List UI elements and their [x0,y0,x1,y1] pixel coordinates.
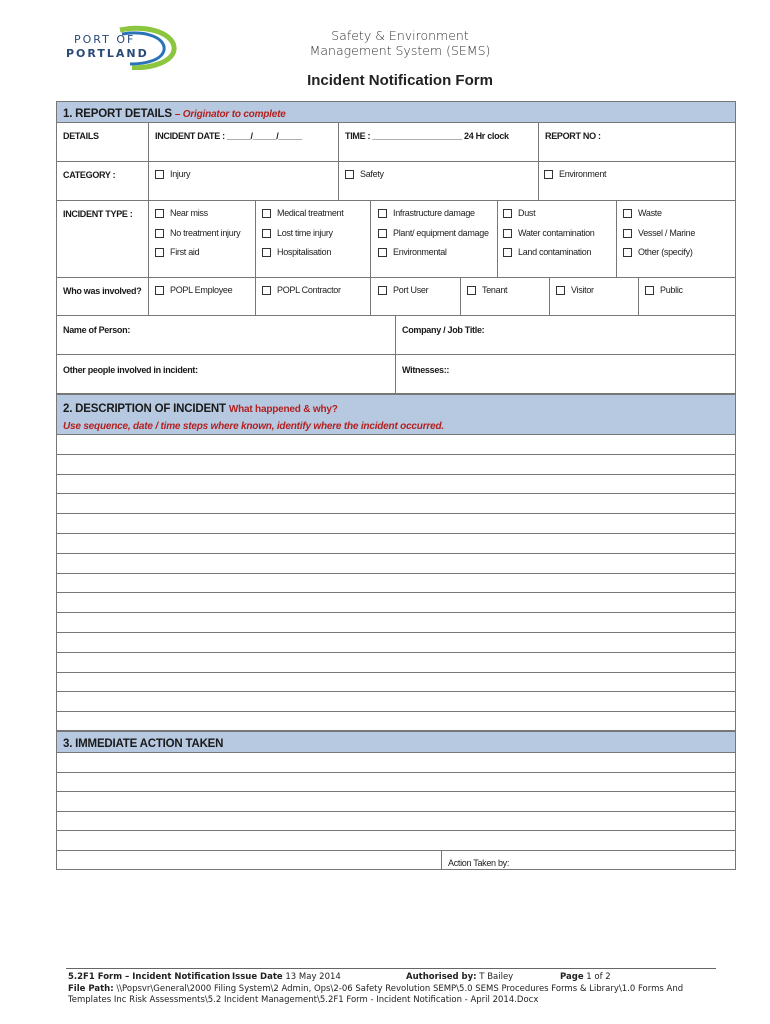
footer-issue-label: Issue Date [232,972,283,982]
involved-public-checkbox[interactable]: Public [645,285,683,295]
time-field[interactable]: TIME : ___________________ 24 Hr clock [345,131,509,141]
footer-file-path-line1: \\Popsvr\General\2000 Filing System\2 Admin, Ops\2-06 Safety Revolution SEMP\5.0 SEMS Procedures Forms & Library\1.0 Forms And [116,984,684,994]
footer-form-label: 5.2F1 Form – Incident Notification [68,972,231,982]
writing-line [56,513,736,514]
writing-line [56,493,736,494]
footer-authorised-value: T Bailey [479,972,514,982]
type-near-miss-checkbox[interactable]: Near miss [155,208,208,218]
writing-line [56,454,736,455]
involved-tenant-checkbox[interactable]: Tenant [467,285,507,295]
writing-line [56,791,736,792]
footer-issue-value: 13 May 2014 [285,972,341,982]
type-hospitalisation-checkbox[interactable]: Hospitalisation [262,247,331,257]
writing-line [56,652,736,653]
footer-page-value: 1 of 2 [586,972,611,982]
section2-subtitle: What happened & why? [228,404,338,415]
company-job-title-field[interactable]: Company / Job Title: [402,325,485,335]
other-people-field[interactable]: Other people involved in incident: [63,365,198,375]
header-line2: Management System (SEMS) [309,43,491,58]
header-line1: Safety & Environment [331,28,469,43]
writing-line [56,672,736,673]
type-water-contamination-checkbox[interactable]: Water contamination [503,228,595,238]
footer-file-path-line2: Templates Inc Risk Assessments\5.2 Incident Management\5.2F1 Form - Incident Notification - April 2014.Docx [68,995,539,1005]
writing-line [56,811,736,812]
type-waste-checkbox[interactable]: Waste [623,208,662,218]
form-title: Incident Notification Form [307,72,493,89]
section2-header [56,394,736,435]
section3-header [56,731,736,753]
footer-page-label: Page [560,972,584,982]
witnesses-field[interactable]: Witnesses:: [402,365,450,375]
logo-swoosh-icon [118,24,180,70]
writing-line [56,592,736,593]
type-land-contamination-checkbox[interactable]: Land contamination [503,247,591,257]
writing-line [56,691,736,692]
writing-line [56,474,736,475]
incident-date-field[interactable]: INCIDENT DATE : _____/_____/_____ [155,131,303,141]
who-involved-label: Who was involved? [63,286,142,296]
writing-line [56,612,736,613]
logo-line1: PORT OF [74,33,136,46]
writing-line [56,573,736,574]
type-other-specify-checkbox[interactable]: Other (specify) [623,247,693,257]
involved-visitor-checkbox[interactable]: Visitor [556,285,594,295]
footer-authorised-label: Authorised by: [406,972,477,982]
logo-line2: PORTLAND [66,47,149,60]
section2-title: 2. DESCRIPTION OF INCIDENT [63,403,226,415]
type-lost-time-injury-checkbox[interactable]: Lost time injury [262,228,333,238]
footer-divider [66,968,716,969]
writing-line [56,632,736,633]
section2-instruction: Use sequence, date / time steps where known, identify where the incident occurred. [63,421,444,432]
type-plant-equipment-damage-checkbox[interactable]: Plant/ equipment damage [378,228,489,238]
section3-title: 3. IMMEDIATE ACTION TAKEN [63,738,224,750]
writing-line [56,850,736,851]
type-infrastructure-damage-checkbox[interactable]: Infrastructure damage [378,208,475,218]
writing-line [56,553,736,554]
category-environment-checkbox[interactable]: Environment [544,169,606,179]
type-medical-treatment-checkbox[interactable]: Medical treatment [262,208,343,218]
details-label: DETAILS [63,131,99,141]
type-environmental-checkbox[interactable]: Environmental [378,247,447,257]
section1-subtitle: – Originator to complete [174,109,286,120]
type-dust-checkbox[interactable]: Dust [503,208,535,218]
writing-line [56,830,736,831]
name-of-person-field[interactable]: Name of Person: [63,325,131,335]
category-injury-checkbox[interactable]: Injury [155,169,190,179]
type-no-treatment-injury-checkbox[interactable]: No treatment injury [155,228,240,238]
report-no-field[interactable]: REPORT NO : [545,131,601,141]
type-first-aid-checkbox[interactable]: First aid [155,247,199,257]
type-vessel-marine-checkbox[interactable]: Vessel / Marine [623,228,695,238]
section1-header [56,101,736,123]
involved-popl-employee-checkbox[interactable]: POPL Employee [155,285,232,295]
category-safety-checkbox[interactable]: Safety [345,169,384,179]
writing-line [56,772,736,773]
category-label: CATEGORY : [63,170,116,180]
writing-line [56,711,736,712]
description-writing-area[interactable] [56,434,736,731]
port-of-portland-logo [66,24,181,70]
involved-popl-contractor-checkbox[interactable]: POPL Contractor [262,285,341,295]
action-taken-by-field[interactable]: Action Taken by: [448,858,510,868]
incident-type-label: INCIDENT TYPE : [63,209,133,219]
footer-file-path-label: File Path: [68,984,114,994]
involved-port-user-checkbox[interactable]: Port User [378,285,428,295]
writing-line [56,533,736,534]
section1-title: 1. REPORT DETAILS [63,108,172,120]
